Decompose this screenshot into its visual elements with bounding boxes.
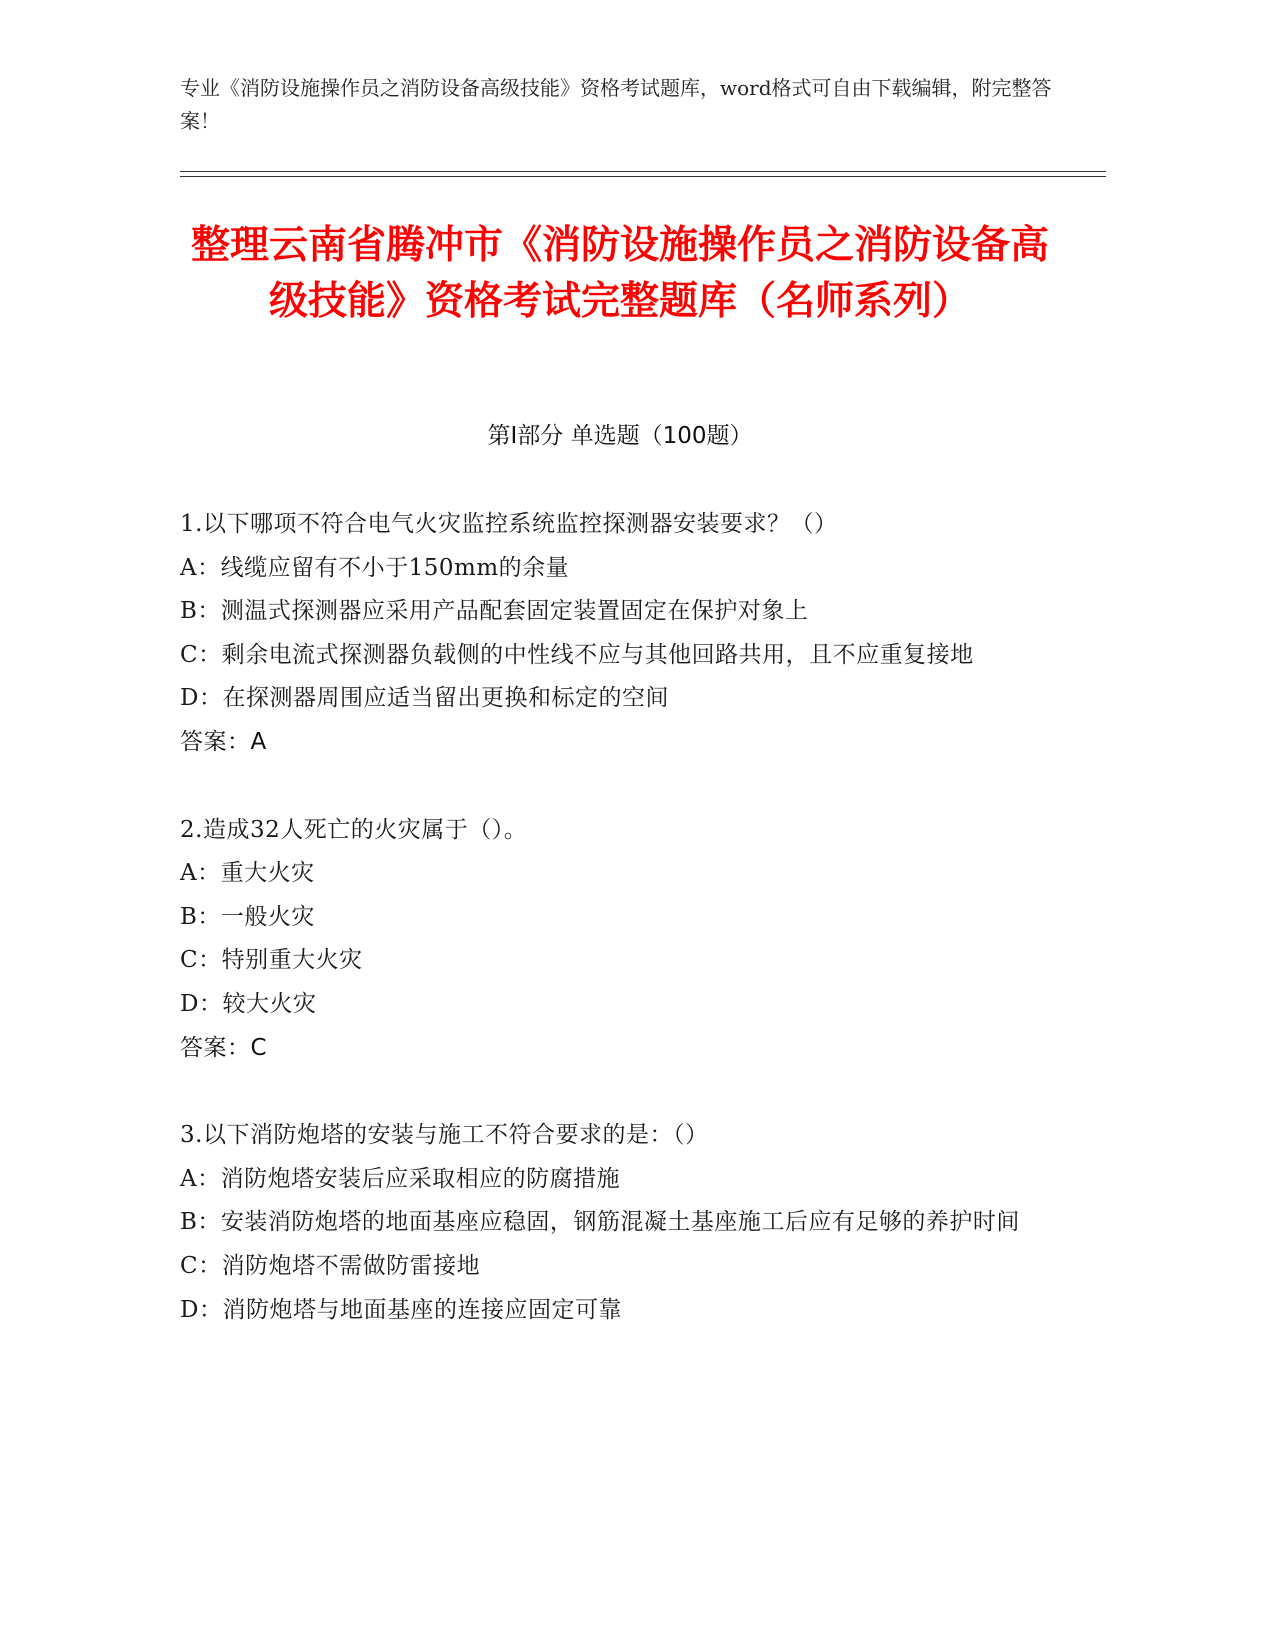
option-d: D：消防炮塔与地面基座的连接应固定可靠 bbox=[180, 1296, 622, 1323]
question-2 bbox=[180, 809, 1040, 1071]
question-text: 2.造成32人死亡的火灾属于（）。 bbox=[180, 816, 528, 843]
section-title: 第I部分 单选题（100题） bbox=[487, 423, 753, 449]
answer: 答案：A bbox=[180, 728, 267, 755]
option-a: A：消防炮塔安装后应采取相应的防腐措施 bbox=[180, 1165, 621, 1192]
option-a: A：线缆应留有不小于150mm的余量 bbox=[180, 554, 570, 581]
header-note: 专业《消防设施操作员之消防设备高级技能》资格考试题库，word格式可自由下载编辑，附完整答案！ bbox=[180, 76, 1052, 133]
option-c: C：消防炮塔不需做防雷接地 bbox=[180, 1252, 481, 1279]
option-b: B：安装消防炮塔的地面基座应稳固，钢筋混凝土基座施工后应有足够的养护时间 bbox=[180, 1209, 1020, 1236]
document-title: 整理云南省腾冲市《消防设施操作员之消防设备高级技能》资格考试完整题库（名师系列） bbox=[190, 223, 1049, 324]
header-divider-bottom bbox=[180, 176, 1106, 177]
option-c: C：特别重大火灾 bbox=[180, 947, 363, 974]
question-text: 1.以下哪项不符合电气火灾监控系统监控探测器安装要求？（） bbox=[180, 511, 838, 537]
question-text: 3.以下消防炮塔的安装与施工不符合要求的是：（） bbox=[180, 1122, 709, 1149]
question-3 bbox=[180, 1114, 1040, 1332]
header-divider-top bbox=[180, 171, 1106, 172]
option-a: A：重大火灾 bbox=[180, 860, 315, 887]
option-c: C：剩余电流式探测器负载侧的中性线不应与其他回路共用，且不应重复接地 bbox=[180, 641, 974, 668]
option-d: D：较大火灾 bbox=[180, 990, 317, 1017]
option-b: B：一般火灾 bbox=[180, 903, 315, 930]
option-b: B：测温式探测器应采用产品配套固定装置固定在保护对象上 bbox=[180, 598, 809, 625]
answer: 答案：C bbox=[180, 1034, 268, 1061]
option-d: D：在探测器周围应适当留出更换和标定的空间 bbox=[180, 685, 669, 712]
question-list bbox=[180, 503, 1040, 1376]
question-1 bbox=[180, 503, 1040, 765]
